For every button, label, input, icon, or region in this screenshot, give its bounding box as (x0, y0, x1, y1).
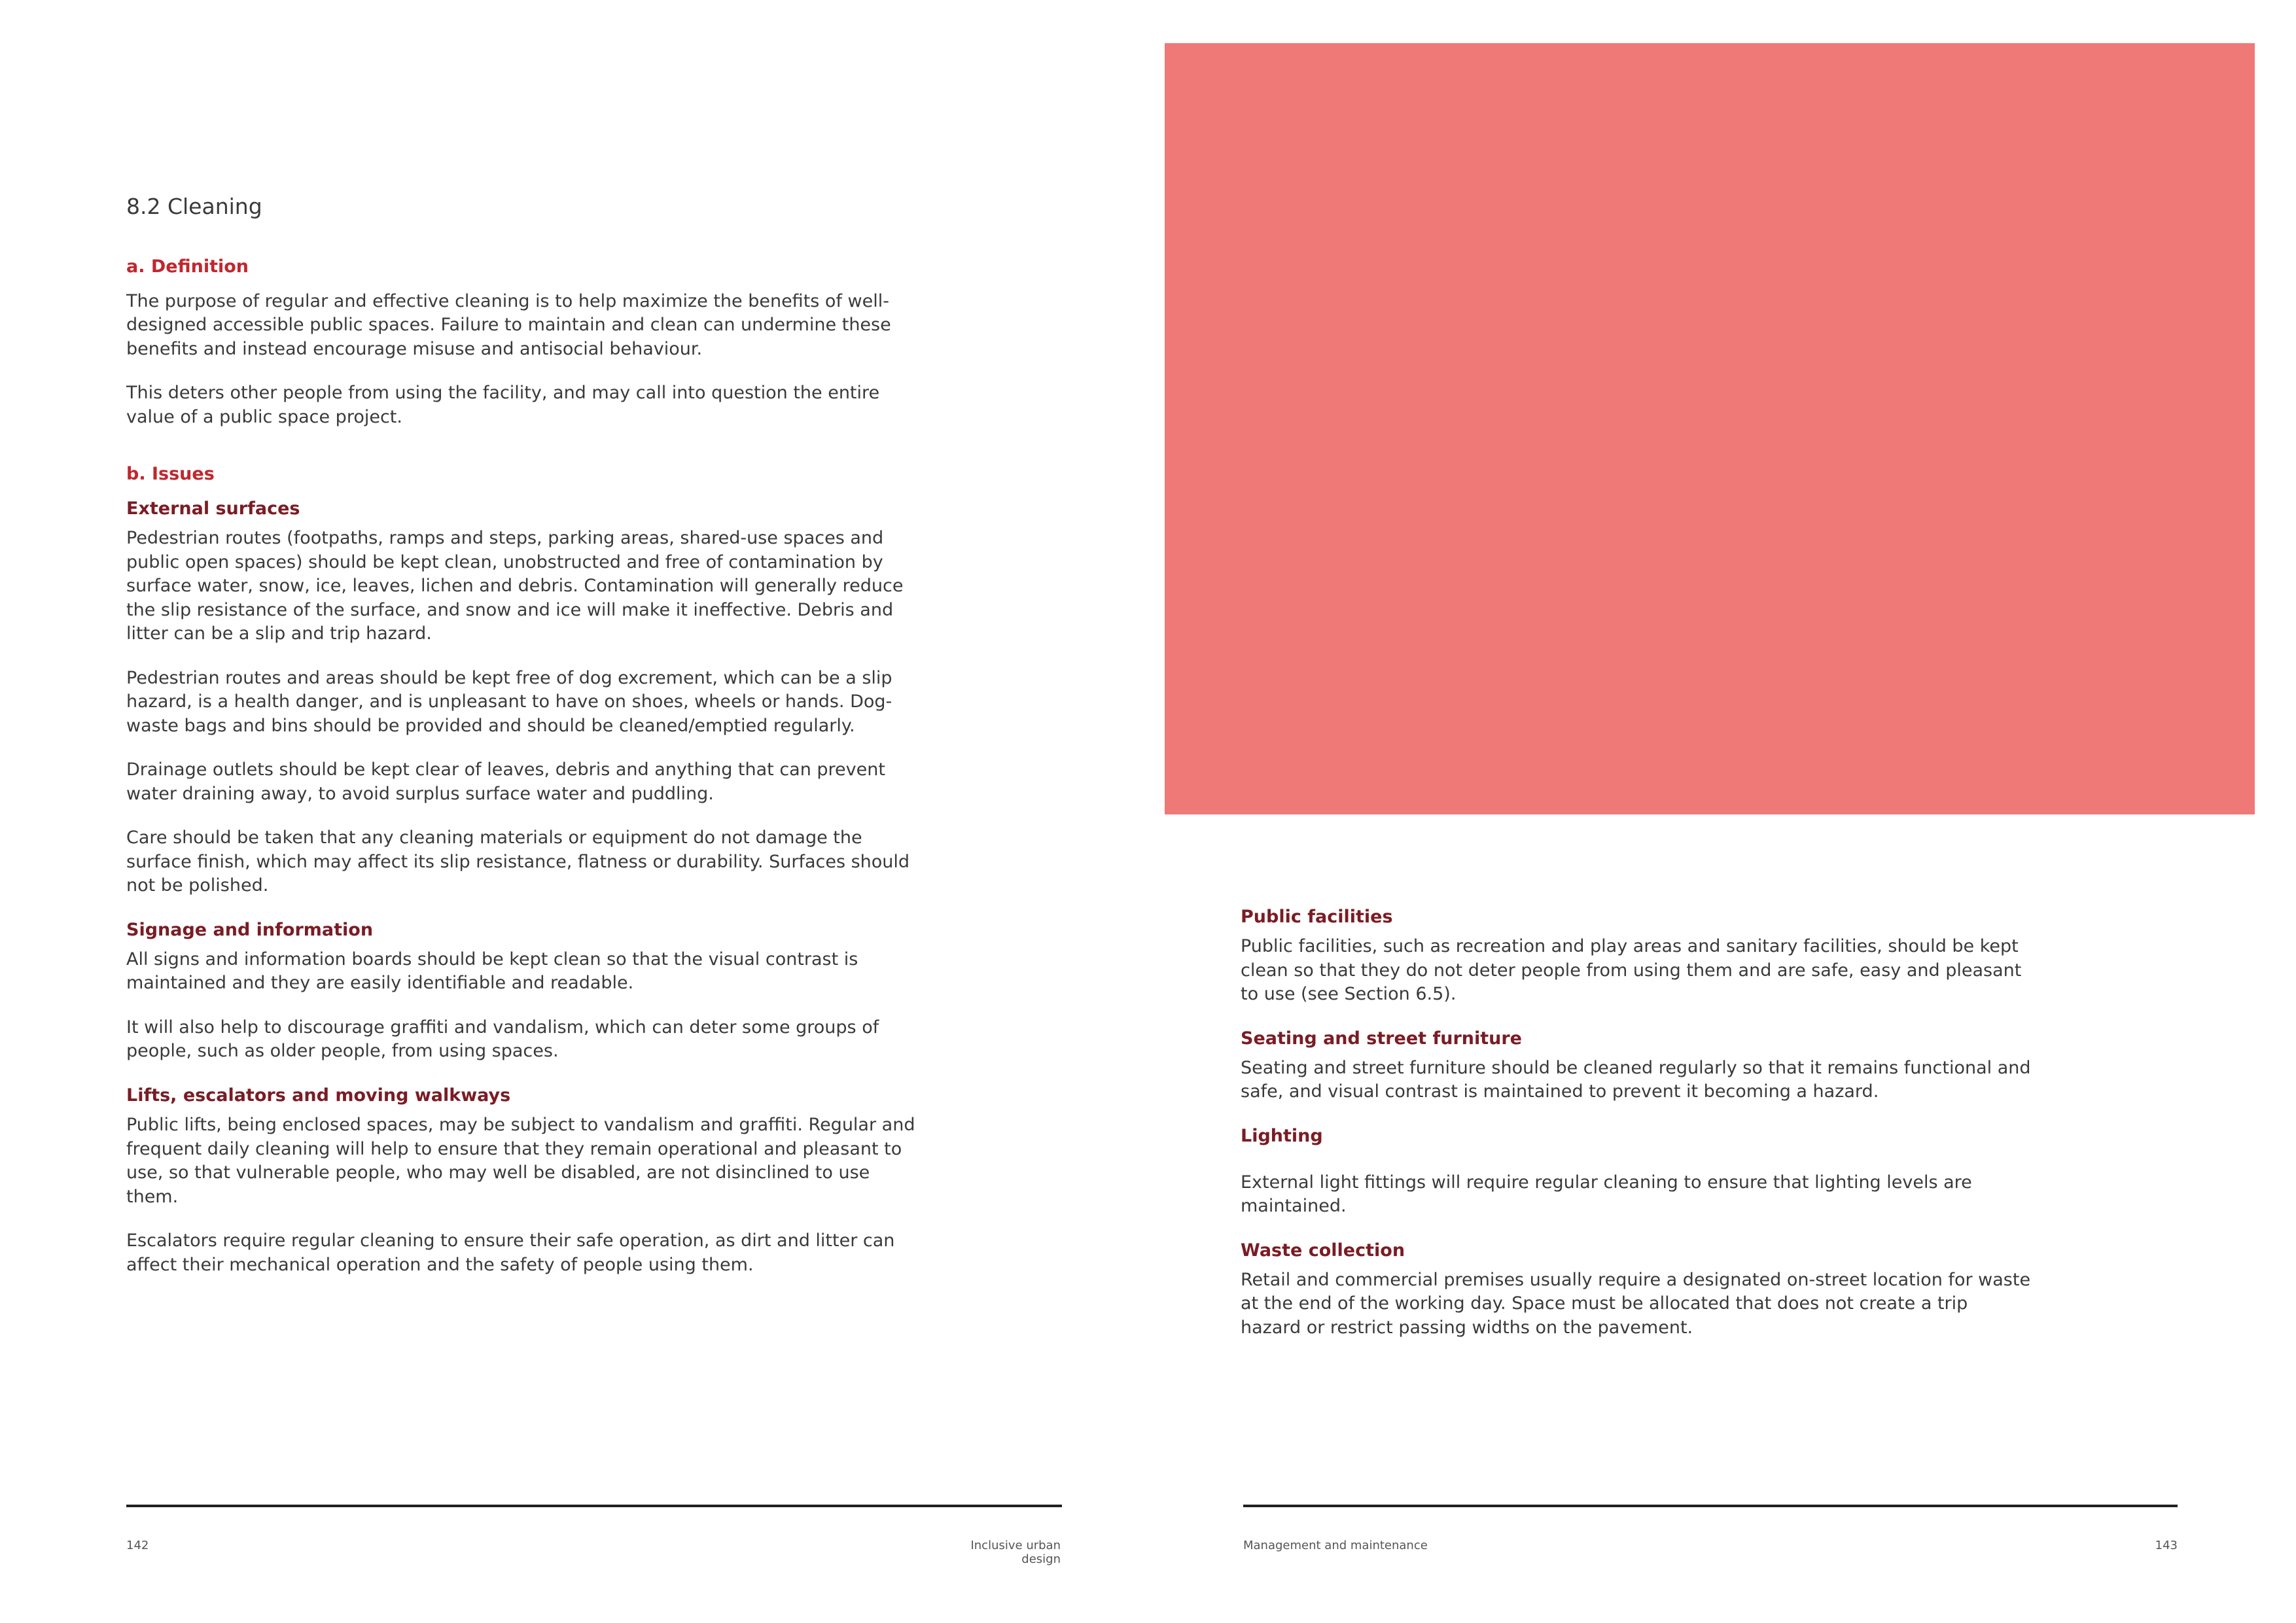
right-page-number: 143 (2155, 1539, 2178, 1552)
public-facilities-paragraph: Public facilities, such as recreation and play areas and sanitary facilities, should be kept clean so that they do not deter people from using them and are safe, easy and pleasant to use (see Section 6.5). (1241, 936, 2022, 1005)
left-running-title: Inclusive urban design (970, 1539, 1061, 1566)
external-surfaces-paragraph-2: Pedestrian routes and areas should be kept free of dog excrement, which can be a slip hazard, is a health danger, and is unpleasant to have on shoes, wheels or hands. Dog-waste bags and bins should be provided and should be cleaned/emptied regularly. (126, 667, 892, 736)
left-page-content (126, 194, 918, 1297)
lifts-heading: Lifts, escalators and moving walkways (126, 1085, 511, 1106)
external-surfaces-paragraph-4: Care should be taken that any cleaning materials or equipment do not damage the surface finish, which may affect its slip resistance, flatness or durability. Surfaces should not be polished. (126, 828, 910, 896)
external-surfaces-paragraph-3: Drainage outlets should be kept clear of leaves, debris and anything that can prevent water draining away, to avoid surplus surface water and puddling. (126, 759, 885, 804)
lighting-heading: Lighting (1241, 1125, 1323, 1146)
footer-rule-right (1243, 1505, 2178, 1507)
external-surfaces-paragraph-1: Pedestrian routes (footpaths, ramps and steps, parking areas, shared-use spaces and public open spaces) should be kept clean, unobstructed and free of contamination by surface water, snow, ice, leaves, lichen and debris. Contamination will generally reduce the slip resistance of the surface, and snow and ice will make it ineffective. Debris and litter can be a slip and trip hazard. (126, 528, 904, 644)
waste-paragraph: Retail and commercial premises usually require a designated on-street location for waste at the end of the working day. Space must be allocated that does not create a trip hazard or restrict passing widths on the pavement. (1241, 1269, 2031, 1338)
public-facilities-heading: Public facilities (1241, 907, 1393, 927)
signage-heading: Signage and information (126, 919, 374, 940)
definition-paragraph-1: The purpose of regular and effective cleaning is to help maximize the benefits of well-designed accessible public spaces. Failure to maintain and clean can undermine these benefits and instead encourage misuse and antisocial behaviour. (126, 290, 891, 359)
right-page-content (1241, 905, 2032, 1360)
signage-paragraph-2: It will also help to discourage graffiti and vandalism, which can deter some groups of people, such as older people, from using spaces. (126, 1017, 879, 1062)
left-page-number: 142 (126, 1539, 149, 1552)
lifts-paragraph-1: Public lifts, being enclosed spaces, may be subject to vandalism and graffiti. Regular and frequent daily cleaning will help to ensure that they remain operational and pleasant to use, so that vulnerable people, who may well be disabled, are not disinclined to use them. (126, 1115, 915, 1207)
external-surfaces-heading: External surfaces (126, 498, 300, 519)
issues-label: b. Issues (126, 464, 215, 485)
seating-heading: Seating and street furniture (1241, 1028, 1522, 1049)
waste-heading: Waste collection (1241, 1240, 1405, 1261)
lighting-paragraph: External light fittings will require regular cleaning to ensure that lighting levels are maintained. (1241, 1172, 1972, 1217)
footer-rule-left (126, 1505, 1062, 1507)
definition-label: a. Definition (126, 256, 249, 277)
image-placeholder (1165, 43, 2255, 814)
lifts-paragraph-2: Escalators require regular cleaning to ensure their safe operation, as dirt and litter can affect their mechanical operation and the safety of people using them. (126, 1230, 895, 1275)
definition-paragraph-2: This deters other people from using the facility, and may call into question the entire value of a public space project. (126, 383, 880, 427)
right-running-title: Management and maintenance (1243, 1539, 1428, 1552)
signage-paragraph-1: All signs and information boards should be kept clean so that the visual contrast is maintained and they are easily identifiable and readable. (126, 949, 858, 994)
section-title: 8.2 Cleaning (126, 194, 262, 219)
seating-paragraph: Seating and street furniture should be cleaned regularly so that it remains functional and safe, and visual contrast is maintained to prevent it becoming a hazard. (1241, 1057, 2031, 1102)
